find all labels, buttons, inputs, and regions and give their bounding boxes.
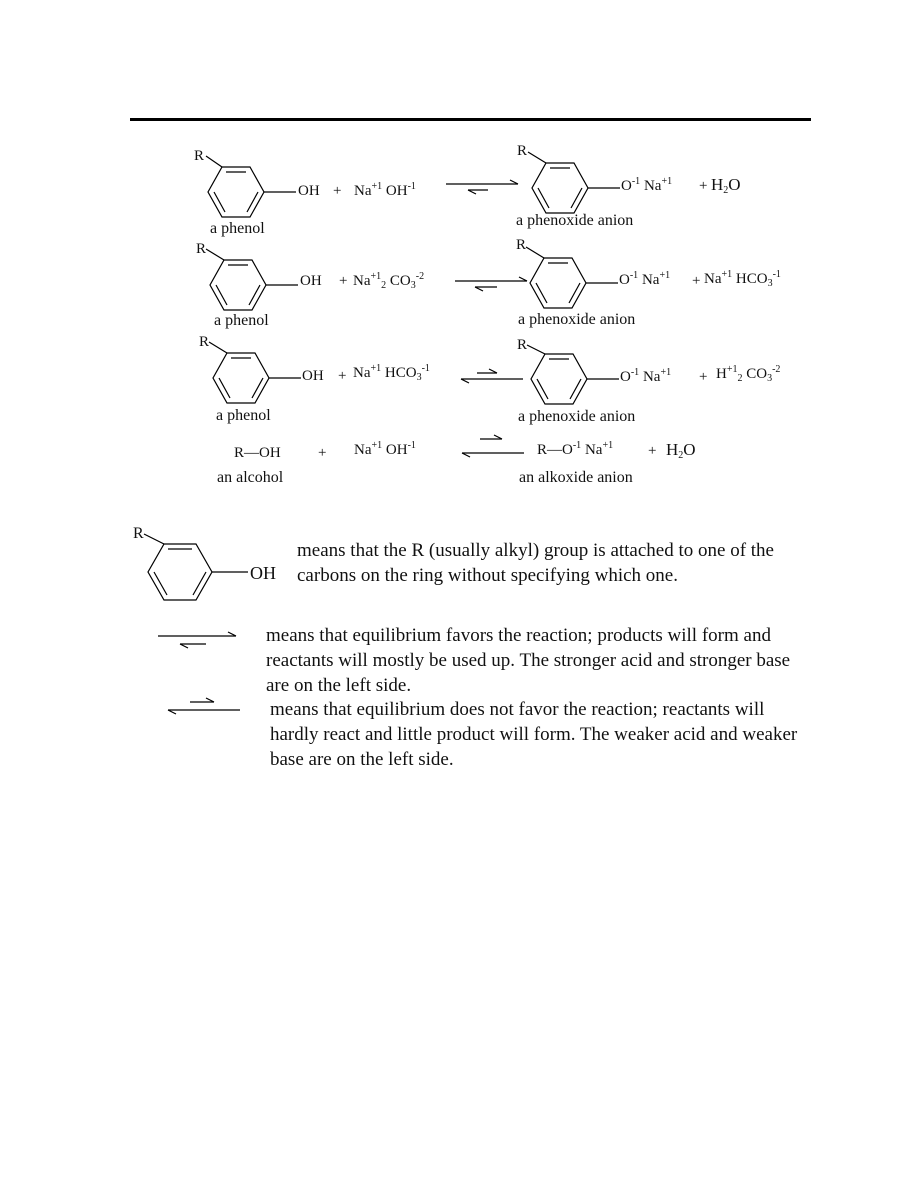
r4-equilibrium-arrow-icon (460, 437, 536, 457)
r4-reactant-label: an alcohol (217, 469, 284, 486)
r3-plus-1: + (338, 368, 347, 384)
r3-reactant-ring-icon (205, 336, 315, 406)
r1-plus-1: + (333, 183, 342, 199)
legend-structure-text: means that the R (usually alkyl) group is attached to one of the carbons on the ring without specifying which one. (297, 540, 774, 586)
r4-plus-2: + (648, 443, 657, 459)
r3-plus-2: + (699, 369, 708, 385)
r2-reactant-ring-icon (202, 243, 312, 313)
r3-product-ring-icon (523, 337, 633, 407)
r4-byproduct: $H_2O$ (666, 440, 696, 461)
r2-reactant-label: a phenol (214, 312, 269, 329)
legend-forward-arrow-icon (158, 633, 240, 649)
r1-reactant-label: a phenol (210, 220, 265, 237)
r1-product-ring-icon (524, 146, 634, 216)
r2-product-label: a phenoxide anion (518, 311, 636, 328)
r2-byproduct: $Na^{+1}$ $HCO_3^{-1}$ (704, 269, 781, 289)
r2-equilibrium-arrow-icon (455, 277, 531, 293)
r4-product-label: an alkoxide anion (519, 469, 633, 486)
r2-plus-1: + (339, 273, 348, 289)
r4-reagent: $Na^{+1}$ $OH^{-1}$ (354, 440, 416, 458)
r4-product: $R—O^{-1}$ $Na^{+1}$ (537, 440, 614, 458)
legend-structure-oh: OH (250, 563, 276, 583)
legend-phenol-ring-icon (140, 528, 260, 608)
r3-reactant-oh: OH (302, 368, 324, 384)
r4-plus-1: + (318, 445, 327, 461)
r3-reagent: $Na^{+1}$ $HCO_3^{-1}$ (353, 363, 430, 383)
r3-reactant-r: R (199, 334, 210, 350)
r1-reactant-oh: OH (298, 183, 320, 199)
r1-reagent: $Na^{+1}$ $OH^{-1}$ (354, 181, 416, 199)
legend-reverse-text: means that equilibrium does not favor the reaction; reactants will hardly react and little product will form. The weaker acid and weaker base are on the left side. (270, 699, 798, 770)
legend-forward-text: means that equilibrium favors the reaction; products will form and reactants will mostly be used up. The stronger acid and stronger base are on the left side. (266, 625, 791, 696)
legend-structure-r: R (133, 525, 144, 542)
r2-plus-2: + (692, 273, 701, 289)
r1-byproduct: $H_2O$ (711, 175, 741, 196)
r3-product-r: R (517, 337, 528, 353)
r1-reactant-r: R (194, 148, 205, 164)
r3-equilibrium-arrow-icon (457, 371, 533, 387)
r3-product: $O^{-1}$ $Na^{+1}$ (620, 367, 672, 385)
header-rule (130, 118, 811, 121)
r2-product-r: R (516, 237, 527, 253)
r2-reactant-r: R (196, 241, 207, 257)
r3-product-label: a phenoxide anion (518, 408, 636, 425)
r1-product: $O^{-1}$ $Na^{+1}$ (621, 176, 673, 194)
r1-product-label: a phenoxide anion (516, 212, 634, 229)
r3-byproduct: $H^{+1}_2$ $CO_3^{-2}$ (716, 364, 781, 384)
r1-reactant-ring-icon (200, 150, 310, 220)
r2-product-ring-icon (522, 241, 632, 311)
r1-equilibrium-arrow-icon (446, 180, 522, 196)
r2-reactant-oh: OH (300, 273, 322, 289)
r3-reactant-label: a phenol (216, 407, 271, 424)
r2-reagent: $Na^{+1}_2$ $CO_3^{-2}$ (353, 271, 425, 291)
r1-plus-2: + (699, 178, 708, 194)
r4-reactant: R—OH (234, 445, 281, 461)
r2-product: $O^{-1}$ $Na^{+1}$ (619, 270, 671, 288)
r1-product-r: R (517, 143, 528, 159)
legend-reverse-arrow-icon (166, 700, 246, 716)
